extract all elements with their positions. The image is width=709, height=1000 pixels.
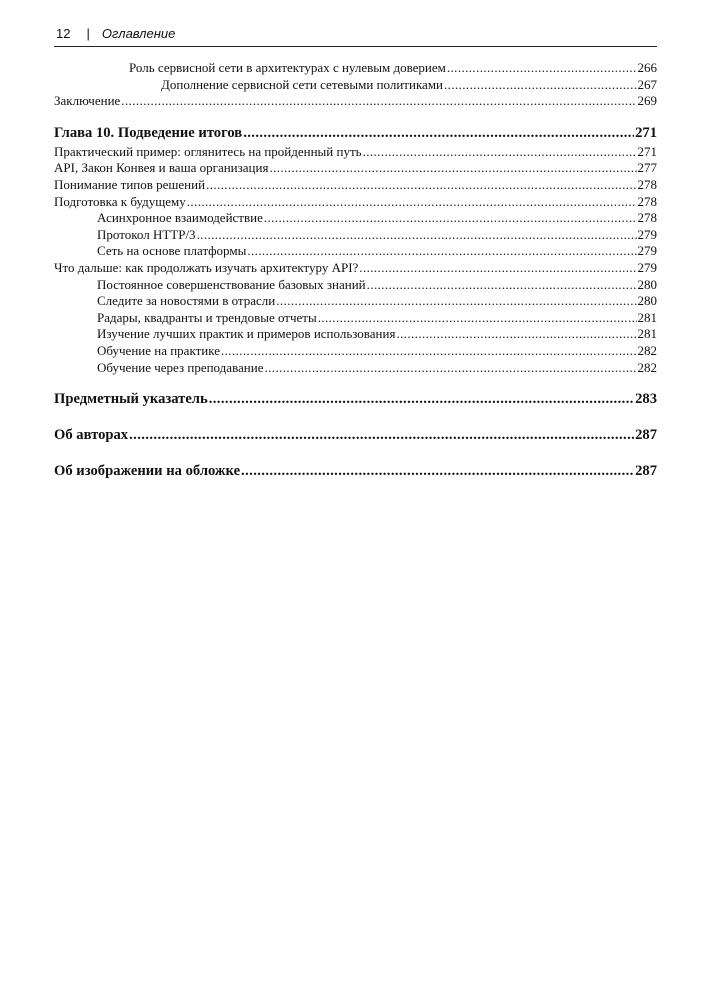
toc-entry-label: Радары, квадранты и трендовые отчеты — [97, 309, 317, 325]
toc-chapter-entry — [54, 424, 657, 446]
toc-entry-page: 278 — [637, 193, 657, 209]
toc-entry — [54, 194, 657, 211]
toc-entry-label: Протокол HTTP/3 — [97, 226, 196, 242]
toc-entry-label: Сеть на основе платформы — [97, 243, 247, 259]
toc-entry — [54, 160, 657, 177]
toc-entry-page: 282 — [637, 359, 657, 375]
toc-entry-label: Практический пример: оглянитесь на пройденный путь — [54, 143, 362, 159]
toc-chapter-entry — [54, 388, 657, 410]
toc-entry-label: Заключение — [54, 93, 121, 109]
toc-entry-page: 269 — [637, 93, 657, 109]
toc-entry-page: 280 — [637, 293, 657, 309]
dot-leader — [265, 360, 637, 377]
toc-entry-page: 287 — [635, 463, 657, 480]
toc-entry-page: 283 — [635, 391, 657, 408]
toc-entry — [54, 210, 657, 227]
dot-leader — [269, 160, 636, 177]
toc-entry — [54, 360, 657, 377]
dot-leader — [318, 310, 637, 327]
toc-chapter-entry — [54, 460, 657, 482]
dot-leader — [367, 277, 637, 294]
dot-leader — [359, 260, 636, 277]
dot-leader — [187, 194, 637, 211]
toc-entry — [54, 310, 657, 327]
toc-entry-page: 282 — [637, 342, 657, 358]
toc-entry-label: Об изображении на обложке — [54, 463, 241, 480]
toc-entry-label: Предметный указатель — [54, 391, 208, 408]
toc-entry-label: Асинхронное взаимодействие — [97, 210, 263, 226]
toc-entry-page: 281 — [637, 309, 657, 325]
toc-entry-page: 267 — [637, 76, 657, 92]
toc-entry — [54, 277, 657, 294]
toc-entry — [54, 77, 657, 94]
toc-entry-page: 278 — [637, 176, 657, 192]
toc-entry-label: Обучение на практике — [97, 342, 220, 358]
dot-leader — [241, 460, 634, 482]
dot-leader — [121, 93, 636, 110]
toc-entry-label: Роль сервисной сети в архитектурах с нулевым доверием — [129, 60, 446, 75]
toc-entry-label: Обучение через преподавание — [97, 359, 264, 375]
toc-entry — [54, 293, 657, 310]
dot-leader — [129, 424, 634, 446]
toc-entry — [54, 177, 657, 194]
toc-entry — [54, 343, 657, 360]
toc-entry-page: 287 — [635, 427, 657, 444]
running-header — [54, 26, 657, 47]
header-title: Оглавление — [101, 26, 176, 41]
toc-entry-label: Подготовка к будущему — [54, 193, 186, 209]
toc-entry-label: Понимание типов решений — [54, 176, 206, 192]
dot-leader — [363, 144, 637, 161]
dot-leader — [247, 243, 636, 260]
toc-entry-page: 281 — [637, 326, 657, 342]
toc-entry-label: Следите за новостями в отрасли — [97, 293, 276, 309]
toc-entry-page: 277 — [637, 160, 657, 176]
dot-leader — [243, 122, 634, 144]
toc-entry-page: 280 — [637, 276, 657, 292]
toc-entry-label: Об авторах — [54, 427, 129, 444]
toc-entry — [54, 144, 657, 161]
dot-leader — [209, 388, 634, 410]
toc-entry-label: Дополнение сервисной сети сетевыми политиками — [161, 76, 444, 92]
toc-entry-page: 266 — [637, 60, 657, 75]
toc-chapter-entry — [54, 122, 657, 144]
toc-entry — [54, 326, 657, 343]
toc-entry-label: API, Закон Конвея и ваша организация — [54, 160, 269, 176]
toc-entry — [54, 60, 657, 77]
toc-entry-page: 271 — [637, 143, 657, 159]
toc-entry-page: 279 — [637, 243, 657, 259]
header-separator: | — [86, 26, 90, 41]
toc-entry-label: Постоянное совершенствование базовых знаний — [97, 276, 366, 292]
page — [54, 26, 657, 482]
toc-entry — [54, 243, 657, 260]
toc-entry — [54, 93, 657, 110]
dot-leader — [264, 210, 637, 227]
dot-leader — [221, 343, 637, 360]
header-page-number: 12 — [56, 26, 71, 41]
toc-entry — [54, 227, 657, 244]
dot-leader — [396, 326, 636, 343]
toc-entry-label: Что дальше: как продолжать изучать архитектуру API? — [54, 259, 359, 275]
toc-entry-page: 279 — [637, 259, 657, 275]
toc-entry-page: 271 — [635, 124, 657, 141]
dot-leader — [206, 177, 636, 194]
toc-entry-page: 279 — [637, 226, 657, 242]
table-of-contents — [54, 60, 657, 482]
dot-leader — [447, 60, 637, 77]
dot-leader — [276, 293, 636, 310]
toc-entry-label: Глава 10. Подведение итогов — [54, 124, 243, 141]
toc-entry-label: Изучение лучших практик и примеров использования — [97, 326, 396, 342]
dot-leader — [197, 227, 637, 244]
toc-entry-page: 278 — [637, 210, 657, 226]
toc-entry — [54, 260, 657, 277]
dot-leader — [444, 77, 636, 94]
